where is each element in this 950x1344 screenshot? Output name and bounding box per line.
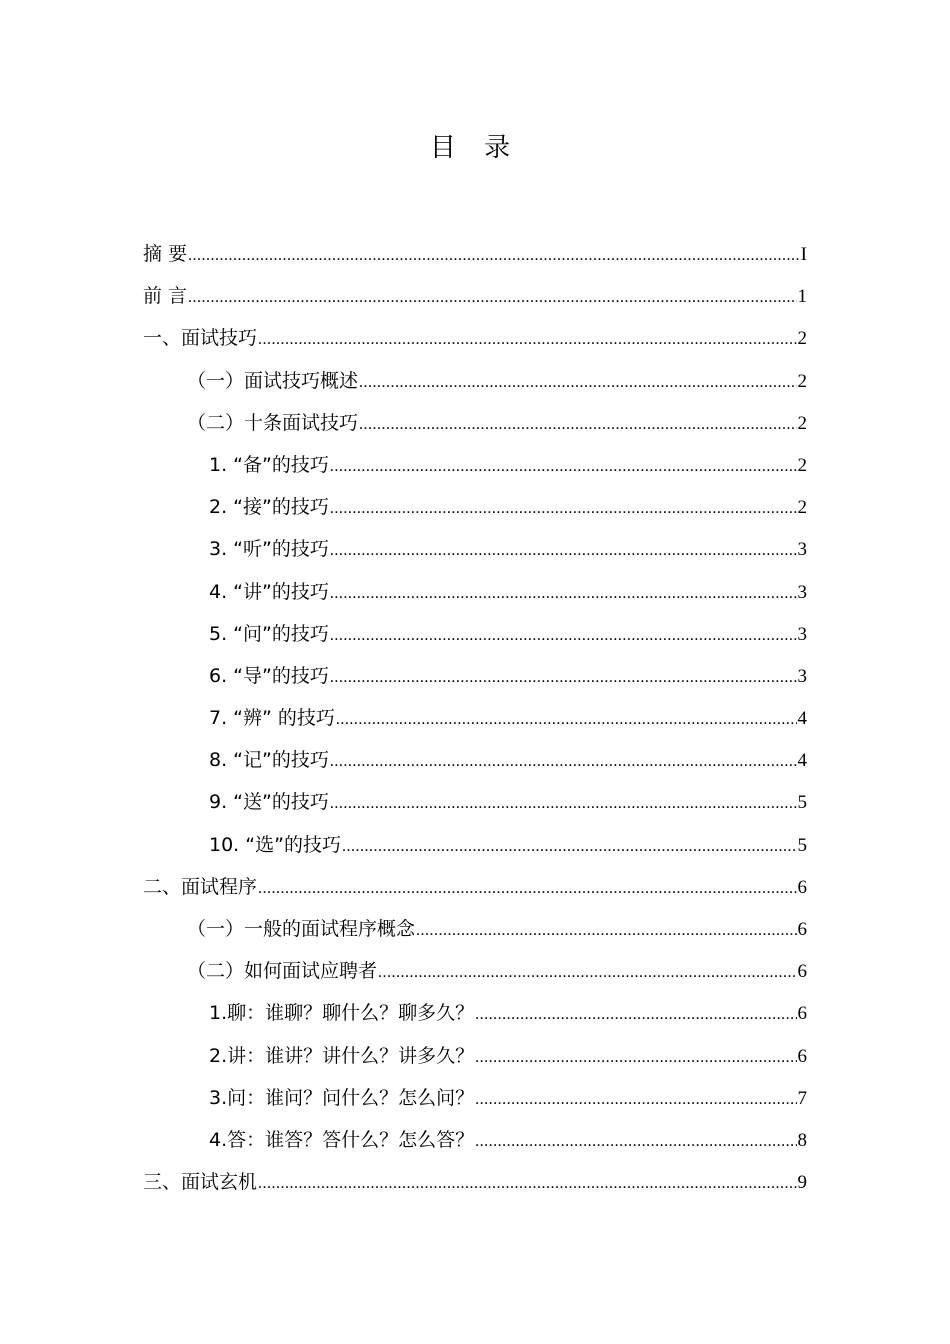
toc-entry-page-number: 3 [797, 665, 807, 687]
toc-entry[interactable] [143, 655, 807, 697]
toc-entry-label: 摘 要 [143, 243, 188, 265]
toc-dot-leader [330, 615, 797, 657]
toc-entry[interactable] [143, 1119, 807, 1161]
toc-entry-page-number: 6 [797, 876, 807, 898]
toc-entry-page-number: 3 [797, 581, 807, 603]
toc-entry[interactable] [143, 528, 807, 570]
toc-dot-leader [330, 530, 797, 572]
toc-entry[interactable] [143, 908, 807, 950]
toc-entry-label: 6. “导”的技巧 [209, 664, 329, 687]
toc-entry[interactable] [143, 824, 807, 866]
toc-dot-leader [258, 319, 796, 361]
toc-entry-label: 前 言 [143, 285, 188, 308]
toc-dot-leader [330, 783, 797, 825]
toc-entry-label: 8. “记”的技巧 [209, 749, 329, 772]
toc-entry-page-number: 3 [797, 623, 807, 645]
toc-entry-label: 3. “听”的技巧 [209, 538, 329, 561]
toc-entry-label: 7. “辨” 的技巧 [209, 707, 335, 730]
toc-entry[interactable] [143, 486, 807, 528]
toc-entry[interactable] [143, 781, 807, 823]
toc-entry-page-number: 6 [797, 919, 807, 940]
toc-entry-page-number: 6 [797, 961, 807, 983]
toc-entry[interactable] [143, 992, 807, 1034]
toc-entry[interactable] [143, 613, 807, 655]
toc-dot-leader [188, 235, 800, 277]
toc-entry-page-number: 4 [797, 750, 807, 772]
toc-entry-label: 1.聊：谁聊？聊什么？聊多久？ [209, 1002, 475, 1025]
toc-dot-leader [475, 1121, 796, 1163]
toc-entry[interactable] [143, 275, 807, 317]
toc-dot-leader [336, 699, 797, 741]
toc-entry[interactable] [143, 317, 807, 359]
toc-dot-leader [258, 1163, 796, 1205]
toc-dot-leader [258, 868, 796, 910]
toc-entry-label: 2.讲：谁讲？讲什么？讲多久？ [209, 1044, 475, 1067]
toc-entry-page-number: 5 [797, 834, 807, 856]
toc-entry[interactable] [143, 1077, 807, 1119]
toc-dot-leader [330, 446, 797, 488]
toc-dot-leader [330, 741, 797, 783]
toc-dot-leader [475, 1037, 796, 1079]
toc-dot-leader [378, 952, 796, 994]
toc-entry-label: 3.问：谁问？问什么？怎么问？ [209, 1086, 475, 1109]
toc-entry-page-number: 2 [797, 497, 807, 519]
toc-entry-label: 二、面试程序 [143, 875, 258, 898]
toc-entry[interactable] [143, 571, 807, 613]
toc-entry-label: （二）如何面试应聘者 [187, 960, 378, 983]
toc-entry-label: 一、面试技巧 [143, 327, 258, 350]
toc-entry[interactable] [143, 233, 807, 275]
toc-entry[interactable] [143, 444, 807, 486]
toc-entry-page-number: 2 [797, 412, 807, 434]
toc-entry-page-number: 3 [797, 539, 807, 561]
toc-entry-label: 10. “选”的技巧 [209, 833, 341, 856]
toc-entry[interactable] [143, 866, 807, 908]
toc-entry-label: 4. “讲”的技巧 [209, 580, 329, 603]
toc-dot-leader [188, 277, 796, 319]
toc-entry[interactable] [143, 1161, 807, 1203]
toc-dot-leader [359, 404, 796, 446]
toc-entry-label: 4.答：谁答？答什么？怎么答？ [209, 1128, 475, 1151]
toc-entry-page-number: 2 [797, 454, 807, 476]
toc-dot-leader [475, 994, 796, 1036]
toc-entry-page-number: 4 [797, 708, 807, 730]
toc-dot-leader [342, 826, 797, 868]
toc-entry-label: 5. “问”的技巧 [209, 622, 329, 645]
toc-entry[interactable] [143, 360, 807, 402]
toc-dot-leader [330, 573, 797, 615]
toc-entry-label: （二）十条面试技巧 [187, 411, 359, 434]
toc-entry[interactable] [143, 697, 807, 739]
toc-entry[interactable] [143, 950, 807, 992]
toc-entry-label: 9. “送”的技巧 [209, 791, 329, 814]
toc-entry-page-number: 2 [797, 328, 807, 350]
toc-entry-page-number: 9 [797, 1172, 807, 1194]
toc-entry-label: （一）一般的面试程序概念 [187, 918, 416, 940]
toc-entry-page-number: 6 [797, 1045, 807, 1067]
toc-entry-page-number: 5 [797, 792, 807, 814]
toc-entry-label: 2. “接”的技巧 [209, 496, 329, 519]
toc-entry-page-number: 1 [797, 286, 807, 308]
toc-entry[interactable] [143, 402, 807, 444]
toc-entry[interactable] [143, 1035, 807, 1077]
toc-entry-page-number: 8 [797, 1129, 807, 1151]
toc-dot-leader [330, 657, 797, 699]
toc-dot-leader [330, 488, 797, 530]
toc-entry-page-number: 6 [797, 1003, 807, 1025]
toc-entry-label: 1. “备”的技巧 [209, 453, 329, 476]
toc-title: 目 录 [429, 133, 521, 163]
toc-entry-page-number: 2 [797, 370, 807, 392]
toc-entry-page-number: I [800, 244, 807, 265]
toc-entry-page-number: 7 [797, 1087, 807, 1109]
toc-dot-leader [416, 910, 796, 952]
toc-dot-leader [359, 362, 796, 404]
toc-entry[interactable] [143, 739, 807, 781]
toc-dot-leader [475, 1079, 796, 1121]
toc-entry-label: 三、面试玄机 [143, 1171, 258, 1194]
toc-list [143, 233, 807, 1203]
toc-entry-label: （一）面试技巧概述 [187, 369, 359, 392]
